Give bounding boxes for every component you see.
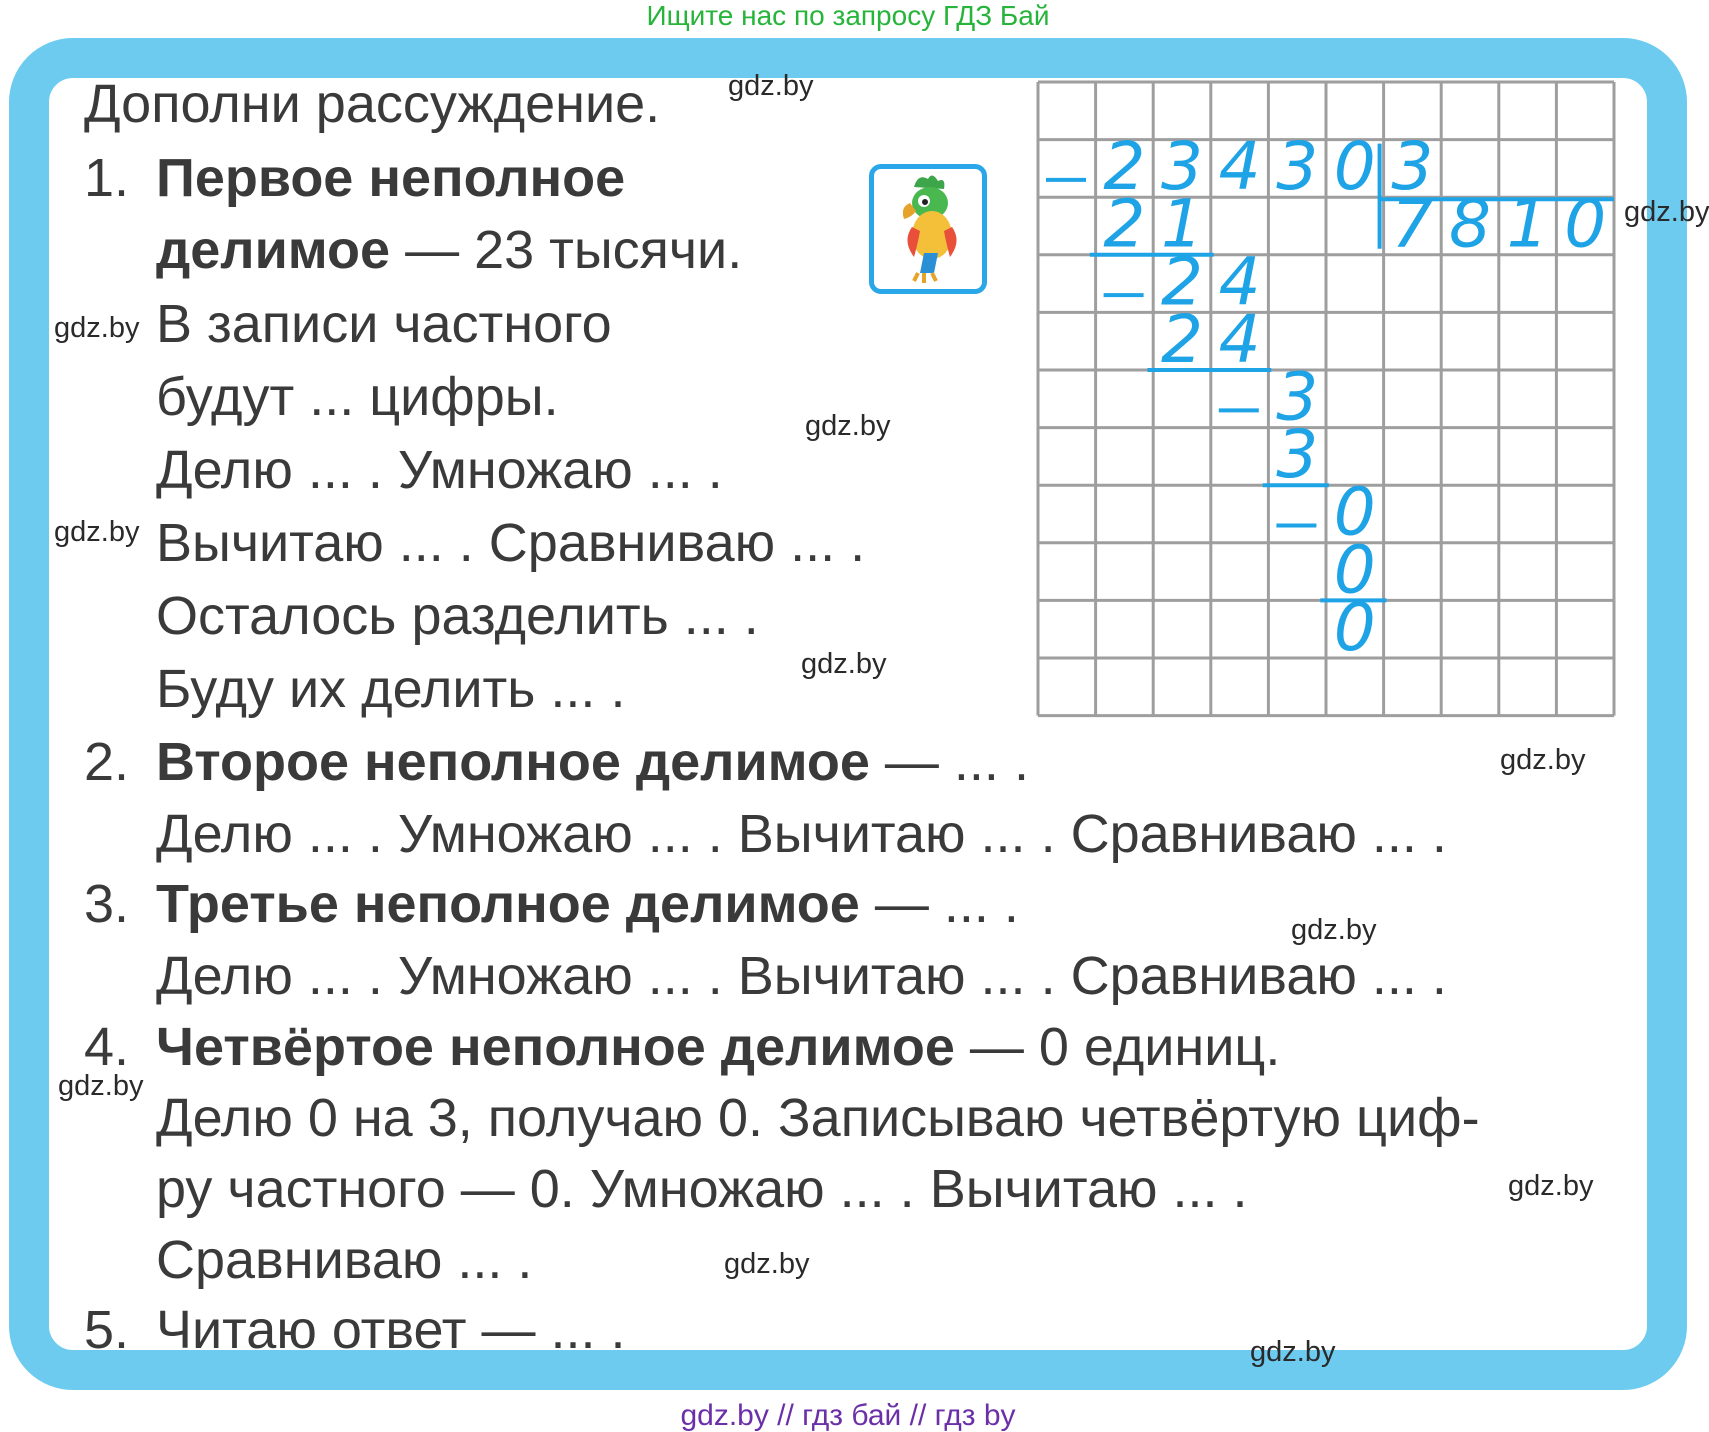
handwritten-digit: 1 [1506,185,1549,263]
step-5-line: Читаю ответ — ... . [156,1300,626,1360]
parrot-icon [869,164,987,294]
top-banner: Ищите нас по запросу ГДЗ Бай [646,0,1050,31]
step-1-line: Осталось разделить ... . [156,586,759,646]
handwritten-digit: 0 [1333,588,1376,666]
watermark: gdz.by [58,1070,144,1102]
watermark: gdz.by [54,516,140,548]
handwritten-digit: 3 [1276,358,1319,436]
handwritten-digit: 4 [1218,243,1261,321]
step-4-number: 4. [84,1017,130,1077]
step-1-line: будут ... цифры. [156,367,559,427]
handwritten-digit: 4 [1218,128,1261,206]
step-1-heading-cont: делимое — 23 тысячи. [156,220,743,280]
step-3-heading: Третье неполное делимое — ... . [156,874,1019,934]
step-4-heading: Четвёртое неполное делимое — 0 единиц. [156,1017,1281,1077]
step-4-line: ру частного — 0. Умножаю ... . Вычитаю ... . [156,1159,1248,1219]
watermark: gdz.by [1508,1170,1594,1202]
step-2-line: Делю ... . Умножаю ... . Вычитаю ... . Сравниваю ... . [156,804,1447,864]
bottom-banner: gdz.by // гдз бай // гдз by [680,1399,1016,1432]
handwritten-digit: 3 [1161,128,1203,206]
watermark: gdz.by [1291,914,1377,946]
watermark: gdz.by [54,312,140,344]
watermark: gdz.by [1500,744,1586,776]
handwritten-digit: 0 [1333,128,1376,206]
handwritten-digit: 7 [1391,185,1434,263]
watermark: gdz.by [724,1248,810,1280]
task-title: Дополни рассуждение. [84,74,661,134]
watermark: gdz.by [801,648,887,680]
step-4-line: Сравниваю ... . [156,1230,533,1290]
handwritten-digit: 2 [1161,243,1203,321]
watermark: gdz.by [1624,196,1709,228]
step-5-number: 5. [84,1300,130,1360]
handwritten-digit: 3 [1276,416,1319,494]
handwritten-digit: 3 [1391,128,1434,206]
handwritten-digit: 0 [1564,185,1607,263]
step-4-line: Делю 0 на 3, получаю 0. Записываю четвёртую циф- [156,1088,1480,1148]
handwritten-digit: 3 [1276,128,1319,206]
step-1-line: Вычитаю ... . Сравниваю ... . [156,513,866,573]
step-1-line: Буду их делить ... . [156,659,626,719]
step-1-line: Делю ... . Умножаю ... . [156,440,723,500]
watermark: gdz.by [1250,1336,1336,1368]
step-1-heading: Первое неполное [156,148,626,208]
handwritten-digit: 2 [1103,128,1146,206]
step-1-number: 1. [84,148,130,208]
handwritten-digit: 0 [1333,531,1376,609]
handwritten-digit: 2 [1103,185,1146,263]
handwritten-digit: 2 [1161,300,1203,378]
step-1-line: В записи частного [156,294,612,354]
step-3-number: 3. [84,874,130,934]
handwritten-digit: 0 [1333,473,1376,551]
watermark: gdz.by [805,410,891,442]
step-3-line: Делю ... . Умножаю ... . Вычитаю ... . Сравниваю ... . [156,946,1447,1006]
handwritten-digit: 1 [1161,185,1203,263]
division-grid [1036,80,1620,728]
watermark: gdz.by [728,70,814,102]
step-2-number: 2. [84,732,130,792]
handwritten-digit: 4 [1218,300,1261,378]
handwritten-digit: 8 [1449,185,1491,263]
step-2-heading: Второе неполное делимое — ... . [156,732,1029,792]
